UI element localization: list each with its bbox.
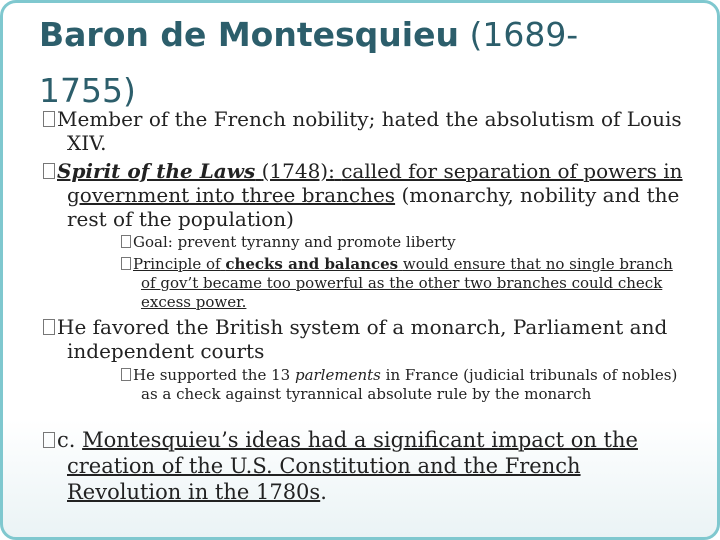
parlements-rest: in France (judicial tribunals of nobles) as a check against tyrannical absolute rule by the monarch bbox=[141, 366, 678, 403]
bullet-box-icon bbox=[43, 432, 55, 448]
bullet-nobility bbox=[43, 107, 707, 155]
separation-text: called for separation of powers in government into three branches bbox=[67, 159, 683, 207]
goal-text: Goal: prevent tyranny and promote liberty bbox=[133, 233, 456, 251]
title-years: (1689-1755) bbox=[39, 15, 579, 110]
book-title: Spirit of the Laws bbox=[57, 159, 256, 183]
bullet-box-icon bbox=[121, 235, 131, 248]
checks-bold: checks and balances bbox=[225, 255, 399, 273]
title-name: Baron de Montesquieu bbox=[39, 15, 459, 54]
checks-rest: would ensure that no single branch of gov’t became too powerful as the other two branches could check excess power. bbox=[141, 255, 673, 311]
impact-prefix: c. bbox=[57, 428, 76, 452]
bullet-box-icon bbox=[121, 368, 131, 381]
bullet-box-icon bbox=[43, 163, 55, 179]
slide-title bbox=[39, 7, 639, 119]
sub-bullet-parlements bbox=[121, 366, 681, 404]
impact-suffix: . bbox=[320, 480, 327, 504]
checks-start: Principle of bbox=[133, 255, 221, 273]
sub-bullet-checks bbox=[121, 255, 681, 312]
bullet-text: Member of the French nobility; hated the absolutism of Louis XIV. bbox=[57, 107, 682, 155]
bullet-box-icon bbox=[121, 257, 131, 270]
parlements-start: He supported the 13 bbox=[133, 366, 291, 384]
bullet-box-icon bbox=[43, 319, 55, 335]
parlements-italic: parlements bbox=[294, 366, 381, 384]
sub-bullet-goal bbox=[121, 233, 681, 252]
british-text: He favored the British system of a monarch, Parliament and independent courts bbox=[57, 315, 668, 363]
branches-text: (monarchy, nobility and the rest of the population) bbox=[67, 183, 680, 231]
book-year: (1748): bbox=[261, 159, 335, 183]
impact-text: Montesquieu’s ideas had a significant impact on the creation of the U.S. Constitution and the French Revolution in the 1780s bbox=[67, 428, 638, 504]
bullet-spirit-of-laws bbox=[43, 159, 707, 231]
bullet-box-icon bbox=[43, 111, 55, 127]
bullet-impact bbox=[43, 427, 687, 505]
bullet-british-system bbox=[43, 315, 707, 363]
